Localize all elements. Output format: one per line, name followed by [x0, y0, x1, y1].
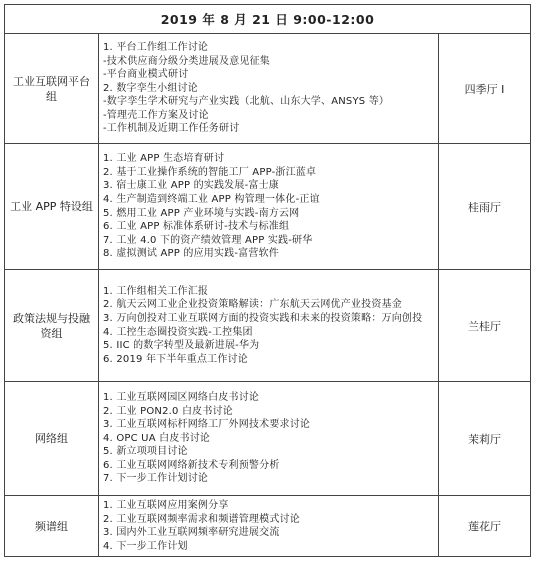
room-name: 桂雨厅: [439, 144, 531, 270]
group-name: 工业互联网平台组: [5, 34, 99, 144]
schedule-table: [4, 4, 531, 557]
group-name: 网络组: [5, 382, 99, 496]
agenda-item: 1. 工业互联网园区网络白皮书讨论: [103, 391, 260, 403]
schedule-sheet: [4, 4, 530, 557]
agenda-item: 4. OPC UA 白皮书讨论: [103, 432, 211, 444]
agenda-item: 8. 虚拟测试 APP 的应用实践-富营软件: [103, 248, 279, 260]
session-row: [5, 270, 531, 382]
session-row: [5, 144, 531, 270]
group-name: 频谱组: [5, 496, 99, 557]
session-row: [5, 34, 531, 144]
agenda-item: 4. 工控生态圈投资实践-工控集团: [103, 326, 253, 338]
agenda-item: 3. 万向创投对工业互联网方面的投资实践和未来的投资策略：万向创投: [103, 312, 423, 324]
agenda-item: 3. 国内外工业互联网频率研究进展交流: [103, 527, 280, 539]
session-row: [5, 496, 531, 557]
agenda-items: [99, 144, 439, 270]
agenda-items: [99, 382, 439, 496]
agenda-item: -技术供应商分级分类进展及意见征集: [103, 55, 271, 67]
agenda-item: 7. 工业 4.0 下的资产绩效管理 APP 实践-研华: [103, 234, 313, 246]
agenda-item: -工作机制及近期工作任务研讨: [103, 123, 240, 135]
agenda-item: 4. 生产制造到终端工业 APP 构管理一体化-正谊: [103, 193, 320, 205]
room-name: 莲花厅: [439, 496, 531, 557]
schedule-title: 2019 年 8 月 21 日 9:00-12:00: [5, 5, 531, 34]
agenda-item: 2. 工业互联网频率需求和频谱管理模式讨论: [103, 513, 300, 525]
agenda-item: 2. 数字孪生小组讨论: [103, 82, 198, 94]
room-name: 四季厅 I: [439, 34, 531, 144]
agenda-item: 1. 工业互联网应用案例分享: [103, 500, 229, 511]
room-name: 茉莉厅: [439, 382, 531, 496]
agenda-items: [99, 270, 439, 382]
agenda-item: 3. 宿士康工业 APP 的实践发展-富士康: [103, 180, 279, 192]
agenda-item: -管理壳工作方案及讨论: [103, 109, 209, 121]
agenda-item: -数字孪生学术研究与产业实践（北航、山东大学、ANSYS 等）: [103, 96, 390, 108]
group-name: 工业 APP 特设组: [5, 144, 99, 270]
agenda-item: -平台商业模式研讨: [103, 69, 189, 81]
agenda-item: 6. 工业 APP 标准体系研讨-技术与标准组: [103, 221, 290, 233]
agenda-items: [99, 34, 439, 144]
agenda-item: 1. 工作组相关工作汇报: [103, 285, 209, 297]
agenda-item: 1. 工业 APP 生态培育研讨: [103, 153, 225, 165]
agenda-item: 2. 工业 PON2.0 白皮书讨论: [103, 405, 233, 417]
agenda-item: 6. 2019 年下半年重点工作讨论: [103, 353, 248, 365]
agenda-item: 6. 工业互联网网络新技术专利预警分析: [103, 459, 280, 471]
agenda-item: 5. 燃用工业 APP 产业环境与实践-南方云网: [103, 207, 300, 219]
group-name: 政策法规与投融资组: [5, 270, 99, 382]
agenda-item: 3. 工业互联网标杆网络工厂外网技术要求讨论: [103, 419, 311, 431]
agenda-item: 7. 下一步工作计划讨论: [103, 473, 209, 485]
room-name: 兰桂厅: [439, 270, 531, 382]
agenda-items: [99, 496, 439, 557]
agenda-item: 5. IIC 的数字转型及最新进展-华为: [103, 340, 260, 352]
agenda-item: 1. 平台工作组工作讨论: [103, 41, 209, 53]
agenda-item: 5. 新立项项目讨论: [103, 446, 188, 458]
agenda-item: 2. 航天云网工业企业投资策略解读：广东航天云网优产业投资基金: [103, 299, 402, 311]
session-row: [5, 382, 531, 496]
agenda-item: 4. 下一步工作计划: [103, 540, 188, 552]
header-row: [5, 5, 531, 34]
agenda-item: 2. 基于工业操作系统的智能工厂 APP-浙江蓝卓: [103, 166, 317, 178]
